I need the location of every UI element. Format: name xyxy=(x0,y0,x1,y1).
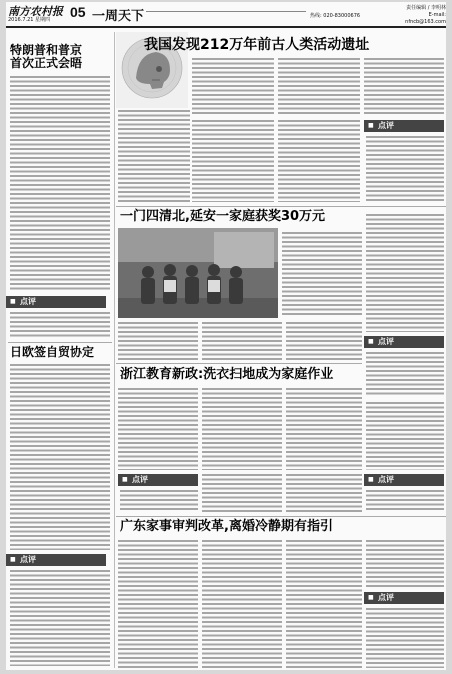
header-divider xyxy=(146,11,306,12)
comment-body xyxy=(10,312,110,338)
comment-section-label: ■ 点评 xyxy=(364,474,444,486)
divider xyxy=(8,342,112,343)
article-body xyxy=(118,388,198,470)
column-separator xyxy=(114,32,115,668)
masthead: 南方农村报 xyxy=(8,5,63,18)
article-body xyxy=(118,110,190,202)
comment-body xyxy=(366,352,444,396)
article-body xyxy=(10,364,110,550)
article-body xyxy=(192,120,274,202)
comment-section-label: ■ 点评 xyxy=(364,120,444,132)
comment-body xyxy=(366,608,444,668)
article-body xyxy=(286,474,362,512)
article-body xyxy=(366,540,444,588)
article-body xyxy=(118,322,198,360)
comment-section-label: ■ 点评 xyxy=(364,336,444,348)
article-body xyxy=(286,388,362,470)
article-body xyxy=(286,322,362,360)
newspaper-page xyxy=(6,2,446,670)
comment-section-label: ■ 点评 xyxy=(118,474,198,486)
article-body xyxy=(278,120,360,202)
headline-trump-putin: 特朗普和普京 首次正式会晤 xyxy=(10,43,83,71)
divider xyxy=(116,516,446,517)
comment-body xyxy=(10,570,110,666)
issue-date: 2016.7.21 星期四 xyxy=(8,17,51,23)
article-body xyxy=(286,540,362,668)
article-body xyxy=(10,76,110,292)
headline-japan-eu: 日欧签自贸协定 xyxy=(10,345,95,359)
comment-section-label: ■ 点评 xyxy=(6,554,106,566)
article-body xyxy=(192,58,274,116)
comment-body xyxy=(120,490,198,512)
article-body xyxy=(202,388,282,470)
article-body xyxy=(118,540,198,668)
headline-zhejiang-education: 浙江教育新政:洗衣扫地成为家庭作业 xyxy=(120,367,334,382)
page-number: 05 xyxy=(70,4,86,20)
divider xyxy=(116,206,446,207)
comment-section-label: ■ 点评 xyxy=(6,296,106,308)
article-body xyxy=(366,402,444,470)
article-body xyxy=(278,58,360,116)
article-body xyxy=(364,58,444,116)
hotline: 热线: 020-83000676 xyxy=(310,13,361,19)
headline-yanan-family: 一门四清北,延安一家庭获奖30万元 xyxy=(120,209,326,224)
article-body xyxy=(202,322,282,360)
divider xyxy=(116,363,362,364)
photo-caption-text xyxy=(282,232,362,316)
article-body xyxy=(202,474,282,512)
comment-body xyxy=(366,136,444,202)
headline-guangdong-divorce: 广东家事审判改革,离婚冷静期有指引 xyxy=(120,519,333,534)
article-body xyxy=(366,214,444,332)
page-header xyxy=(6,2,446,28)
editor-info xyxy=(398,5,446,26)
editor-email: E-mail: nfncb@163.com xyxy=(405,12,446,25)
family-photo xyxy=(118,228,278,318)
headline-ancient-site: 我国发现212万年前古人类活动遗址 xyxy=(144,37,370,53)
article-body xyxy=(202,540,282,668)
editor-name: 责任编辑 / 李明林 xyxy=(406,5,446,11)
page-name: 一周天下 xyxy=(92,9,145,24)
comment-body xyxy=(366,490,444,512)
comment-section-label: ■ 点评 xyxy=(364,592,444,604)
